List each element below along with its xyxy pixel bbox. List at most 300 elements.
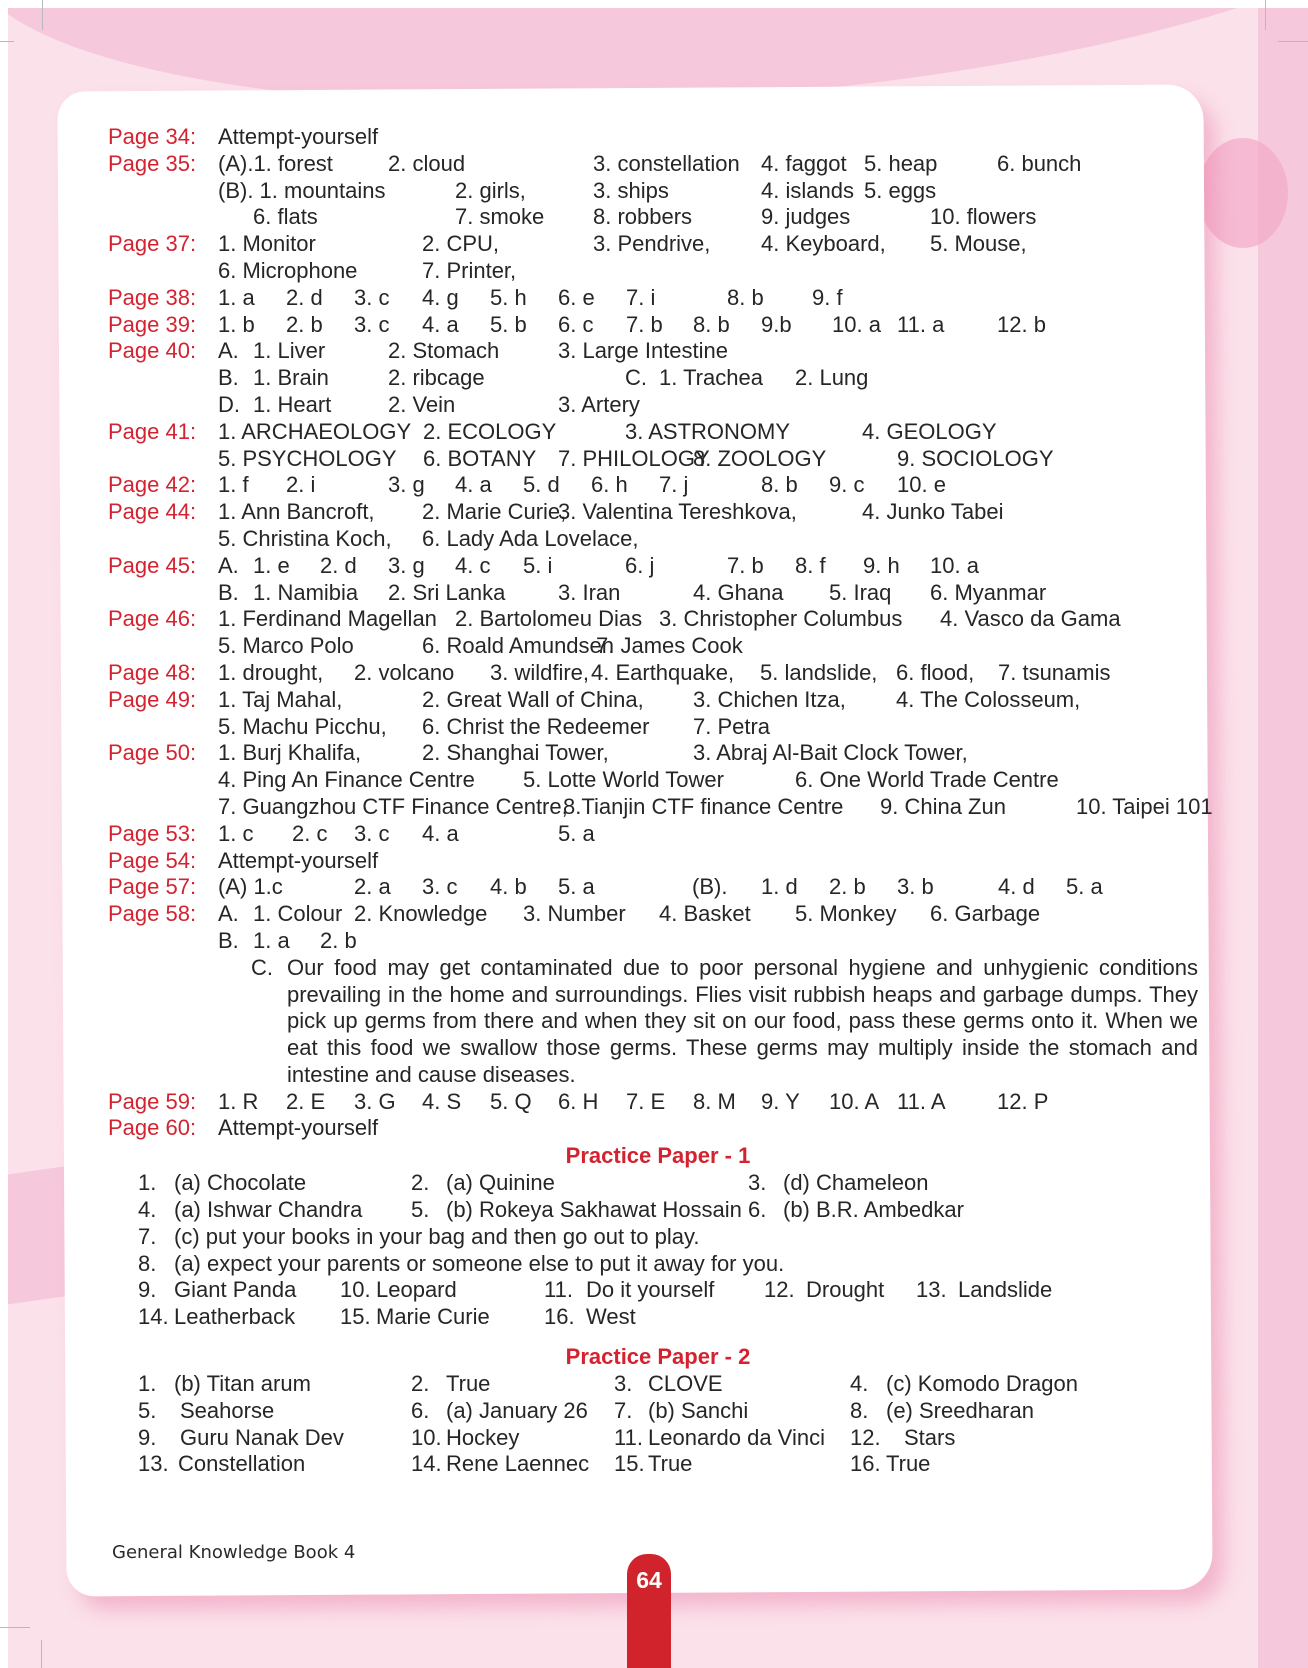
answer-item: 6. h: [591, 472, 628, 498]
answer-cells: [218, 553, 1198, 580]
question-number: 11.: [614, 1424, 643, 1450]
answer-item: 4. faggot: [761, 150, 847, 176]
answer-item: (A).1. forest: [218, 150, 333, 176]
answer-item: 1. Brain: [253, 365, 329, 391]
answer-item: 6. Garbage: [930, 901, 1041, 927]
practice-paper-2: [108, 1371, 1198, 1478]
answer-item: 7. Printer,: [422, 257, 517, 283]
answer-item: 3. Valentina Tereshkova,: [558, 499, 797, 525]
answer-cells: [218, 687, 1198, 714]
practice-row: [108, 1224, 1198, 1251]
page-label: Page 59:: [108, 1088, 197, 1114]
answer-item: 5. heap: [864, 150, 938, 176]
answer-item: 5. eggs: [864, 177, 937, 203]
page-label: Page 34:: [108, 124, 197, 149]
answer-item: 11. A: [897, 1088, 946, 1114]
practice-answer: (a) Ishwar Chandra: [174, 1197, 363, 1223]
answer-cells: [218, 848, 1198, 875]
question-number: 2.: [411, 1371, 430, 1397]
answer-row: [108, 124, 1198, 151]
answer-cells: [218, 928, 1198, 955]
answer-item: 3. ships: [593, 177, 669, 203]
answer-item: 3. g: [388, 472, 425, 498]
page-label: Page 46:: [108, 606, 197, 632]
answer-item: 4. c: [455, 552, 491, 578]
question-number: 7.: [138, 1223, 157, 1249]
page-label: Page 44:: [108, 499, 197, 525]
answer-item: 3. c: [354, 820, 390, 846]
practice-answer: Do it yourself: [586, 1277, 715, 1303]
answer-cells: [218, 580, 1198, 607]
answer-item: 1. d: [761, 874, 798, 900]
answer-paragraph: [251, 955, 1198, 1089]
answer-cells: [218, 526, 1198, 553]
crop-mark: [0, 41, 14, 42]
answer-cells: [218, 660, 1198, 687]
answer-item: 5. b: [490, 311, 527, 337]
answer-item: 1. Liver: [253, 338, 326, 364]
answer-row: [108, 767, 1198, 794]
answer-item: 8. robbers: [593, 204, 693, 230]
answer-row: [108, 526, 1198, 553]
practice-row: [108, 1170, 1198, 1197]
page-label: Page 50:: [108, 740, 197, 766]
answer-item: 4. GEOLOGY: [862, 418, 997, 444]
practice-answer: Leopard: [376, 1277, 457, 1303]
answer-item: 5. PSYCHOLOGY: [218, 445, 397, 471]
answer-item: 8. f: [795, 552, 826, 578]
page-label: Page 41:: [108, 418, 197, 444]
question-number: 13.: [138, 1451, 169, 1477]
practice-answer: (c) put your books in your bag and then go out to play.: [174, 1223, 700, 1249]
question-number: 7.: [614, 1397, 633, 1423]
question-number: 4.: [850, 1371, 869, 1397]
answer-item: 2. a: [354, 874, 391, 900]
answer-item: 7. E: [626, 1088, 666, 1114]
answer-item: 3. c: [422, 874, 458, 900]
answer-item: A.: [218, 338, 239, 364]
answer-item: 7. tsunamis: [998, 659, 1111, 685]
answer-item: 6. Microphone: [218, 257, 358, 283]
answer-item: 5. landslide,: [760, 659, 878, 685]
answer-item: A.: [218, 901, 239, 927]
answer-item: 7. b: [626, 311, 663, 337]
question-number: 15.: [614, 1451, 645, 1477]
page-label: [108, 928, 218, 955]
answer-item: 1. Trachea: [659, 365, 763, 391]
answer-item: 3. c: [354, 284, 390, 310]
answer-item: 2. cloud: [388, 150, 466, 176]
answer-item: 2. girls,: [455, 177, 526, 203]
answer-cells: [218, 767, 1198, 794]
answer-item: 6. bunch: [997, 150, 1082, 176]
question-number: 14.: [411, 1451, 442, 1477]
practice-answer: Giant Panda: [174, 1277, 297, 1303]
answer-item: 4. g: [422, 284, 459, 310]
practice-row: [108, 1451, 1198, 1478]
answer-item: (B).: [692, 874, 728, 900]
page-label: Page 39:: [108, 311, 197, 337]
answer-cells: [218, 472, 1198, 499]
answer-item: 10. flowers: [930, 204, 1037, 230]
answer-item: 3. g: [388, 552, 425, 578]
paragraph-text: Our food may get contaminated due to poor personal hygiene and unhygienic conditions prevailing in the home and surroundings. Flies visit rubbish heaps and garbage dumps. They pick up germs from there and when they sit on our food, pass these germs onto it. When we eat this food we swallow those germs. These germs may multiply inside the stomach and intestine and cause diseases.: [287, 954, 1198, 1087]
answer-item: 1. b: [218, 311, 255, 337]
answer-item: 9.b: [761, 311, 792, 337]
practice-answer: (a) Quinine: [446, 1170, 555, 1196]
answer-row: [108, 338, 1198, 365]
answer-cells: [218, 392, 1198, 419]
practice-cells: [108, 1425, 1198, 1452]
answer-item: 4. a: [422, 820, 459, 846]
answer-item: 4. Vasco da Gama: [940, 606, 1121, 632]
answer-row: [108, 660, 1198, 687]
answer-item: 8. ZOOLOGY: [693, 445, 827, 471]
practice-answer: (b) Sanchi: [648, 1397, 749, 1423]
crop-mark: [42, 0, 43, 30]
practice-answer: Hockey: [446, 1424, 520, 1450]
practice-answer: True: [446, 1371, 491, 1397]
answer-row: [108, 1089, 1198, 1116]
answer-item: 5. d: [523, 472, 560, 498]
question-number: 6.: [748, 1197, 767, 1223]
practice-answer: Leonardo da Vinci: [648, 1424, 825, 1450]
answer-item: 2. i: [286, 472, 316, 498]
answer-cells: [218, 901, 1198, 928]
answer-list: [108, 124, 1213, 1142]
answer-item: 3. Iran: [558, 579, 621, 605]
practice-answer: (a) January 26: [446, 1397, 588, 1423]
page-label: Page 48:: [108, 659, 197, 685]
practice-answer: Leatherback: [174, 1304, 296, 1330]
page-label: [108, 392, 218, 419]
practice-answer: Stars: [904, 1424, 956, 1450]
practice-answer: Seahorse: [180, 1397, 275, 1423]
answer-item: 3. ASTRONOMY: [625, 418, 791, 444]
answer-item: 1. Taj Mahal,: [218, 686, 343, 712]
answer-cells: [218, 178, 1198, 205]
question-number: 10.: [340, 1277, 371, 1303]
answer-item: 2. Knowledge: [354, 901, 488, 927]
answer-row: [108, 633, 1198, 660]
question-number: 14.: [138, 1304, 169, 1330]
answer-item: 3. Chichen Itza,: [693, 686, 846, 712]
question-number: 3.: [614, 1371, 633, 1397]
page-label: Page 38:: [108, 284, 197, 310]
answer-row: [108, 606, 1198, 633]
answer-item: 3. b: [897, 874, 934, 900]
answer-cells: [218, 338, 1198, 365]
practice-row: [108, 1398, 1198, 1425]
paragraph-letter: C.: [251, 954, 273, 980]
answer-item: 9. SOCIOLOGY: [897, 445, 1054, 471]
answer-item: (B). 1. mountains: [218, 177, 386, 203]
practice-answer: West: [586, 1304, 636, 1330]
question-number: 2.: [411, 1170, 430, 1196]
practice-answer: (b) Rokeya Sakhawat Hossain: [446, 1197, 742, 1223]
answer-item: 4. Ping An Finance Centre: [218, 767, 475, 793]
answer-row: [108, 178, 1198, 205]
answer-item: 9. China Zun: [880, 793, 1006, 819]
answer-item: 3. Abraj Al-Bait Clock Tower,: [693, 740, 968, 766]
answer-row: [108, 901, 1198, 928]
answer-row: [108, 499, 1198, 526]
answer-item: 7. j: [659, 472, 689, 498]
page-label: Page 42:: [108, 472, 197, 498]
answer-item: 2. c: [292, 820, 328, 846]
answer-item: 4. d: [998, 874, 1035, 900]
question-number: 1.: [138, 1170, 157, 1196]
answer-row: [108, 580, 1198, 607]
practice-paper-1-title: Practice Paper - 1: [565, 1143, 751, 1169]
answer-row: [108, 553, 1198, 580]
answer-item: 10. e: [897, 472, 946, 498]
crop-mark: [1265, 0, 1266, 30]
page-label: [108, 714, 218, 741]
answer-item: 1. f: [218, 472, 249, 498]
answer-item: 6. c: [558, 311, 594, 337]
answer-item: 1. drought,: [218, 659, 324, 685]
page-label: Page 49:: [108, 686, 197, 712]
answer-row: [108, 472, 1198, 499]
answer-item: 9. judges: [761, 204, 851, 230]
answer-paragraph-row: [108, 955, 1198, 1089]
answer-item: 3. constellation: [593, 150, 740, 176]
answer-item: 6. Myanmar: [930, 579, 1047, 605]
page-number: 64: [636, 1567, 662, 1593]
answer-row: [108, 446, 1198, 473]
answer-item: 2. b: [829, 874, 866, 900]
answer-item: 4. Earthquake,: [591, 659, 735, 685]
answer-item: 5. a: [1066, 874, 1103, 900]
answer-cells: [218, 365, 1198, 392]
page-label: Page 57:: [108, 874, 197, 900]
answer-item: 5. Lotte World Tower: [523, 767, 724, 793]
answer-item: 4. The Colosseum,: [896, 686, 1081, 712]
answer-item: B.: [218, 927, 239, 953]
answer-item: 1. a: [218, 284, 255, 310]
answer-item: 7. PHILOLOGY: [558, 445, 710, 471]
practice-row: [108, 1304, 1198, 1331]
answer-item: 8. b: [727, 284, 764, 310]
answer-item: 5. Machu Picchu,: [218, 713, 387, 739]
practice-answer: (b) Titan arum: [174, 1371, 311, 1397]
answer-item: 1. ARCHAEOLOGY: [218, 418, 412, 444]
answer-item: 4. Keyboard,: [761, 231, 886, 257]
practice-answer: CLOVE: [648, 1371, 723, 1397]
answer-item: 1. Heart: [253, 391, 332, 417]
answer-item: 5. Monkey: [795, 901, 897, 927]
answer-item: 2. b: [320, 927, 357, 953]
answer-item: 11. a: [897, 311, 945, 337]
answer-cells: [218, 740, 1198, 767]
answer-cells: [218, 204, 1198, 231]
answer-item: 3. Artery: [558, 391, 640, 417]
page-label: [108, 794, 218, 821]
answer-item: 2. d: [286, 284, 323, 310]
answer-item: 9. f: [812, 284, 843, 310]
decorative-strip: [1258, 8, 1308, 1668]
answer-cells: [218, 821, 1198, 848]
answer-item: 6. H: [558, 1088, 599, 1114]
answer-item: 4. Basket: [659, 901, 751, 927]
answer-cells: [218, 714, 1198, 741]
practice-answer: (a) expect your parents or someone else to put it away for you.: [174, 1250, 785, 1276]
answer-row: [108, 848, 1198, 875]
answer-item: 7. b: [727, 552, 764, 578]
page-label: [108, 526, 218, 553]
book-title: General Knowledge Book 4: [112, 1542, 356, 1563]
answer-item: 1. Colour: [253, 901, 343, 927]
practice-answer: (c) Komodo Dragon: [886, 1371, 1078, 1397]
page-number-tab: [627, 1554, 671, 1668]
answer-item: 1. a: [253, 927, 290, 953]
page-label: Page 37:: [108, 231, 197, 257]
answer-item: 5. Iraq: [829, 579, 892, 605]
page-label: [108, 580, 218, 607]
answer-item: 4. a: [455, 472, 492, 498]
page-label: [108, 633, 218, 660]
question-number: 3.: [748, 1170, 767, 1196]
answer-item: 6. j: [625, 552, 655, 578]
answer-item: Attempt-yourself: [218, 1115, 379, 1141]
practice-answer: Landslide: [958, 1277, 1053, 1303]
page-label: Page 40:: [108, 338, 197, 364]
answer-item: 6. Lady Ada Lovelace,: [422, 525, 639, 551]
answer-item: (A) 1.c: [218, 874, 283, 900]
answer-cells: [218, 231, 1198, 258]
answer-item: 6. BOTANY: [423, 445, 537, 471]
answer-item: 2. ribcage: [388, 365, 485, 391]
answer-row: [108, 740, 1198, 767]
practice-answer: Marie Curie: [376, 1304, 490, 1330]
answer-item: 6. e: [558, 284, 595, 310]
question-number: 10.: [411, 1424, 442, 1450]
practice-row: [108, 1251, 1198, 1278]
practice-row: [108, 1425, 1198, 1452]
crop-mark: [41, 1640, 42, 1668]
question-number: 8.: [138, 1250, 157, 1276]
answer-row: [108, 365, 1198, 392]
answer-item: 1. e: [253, 552, 290, 578]
answer-item: B.: [218, 579, 239, 605]
practice-answer: True: [648, 1451, 693, 1477]
answer-item: 5. Marco Polo: [218, 633, 354, 659]
answer-row: [108, 419, 1198, 446]
answer-item: 2. Lung: [795, 365, 869, 391]
answer-cells: [218, 874, 1198, 901]
answer-item: 12. P: [997, 1088, 1049, 1114]
answer-row: [108, 1115, 1198, 1142]
answer-cells: [218, 1089, 1198, 1116]
answer-row: [108, 258, 1198, 285]
answer-item: 5. i: [523, 552, 553, 578]
practice-cells: [108, 1451, 1198, 1478]
practice-cells: [108, 1251, 1198, 1278]
answer-item: 4. Ghana: [693, 579, 784, 605]
answer-item: 1. Ferdinand Magellan: [218, 606, 437, 632]
answer-row: [108, 714, 1198, 741]
practice-answer: Constellation: [178, 1451, 306, 1477]
answer-item: 1. Ann Bancroft,: [218, 499, 375, 525]
answer-item: 6. flood,: [896, 659, 975, 685]
answer-row: [108, 231, 1198, 258]
question-number: 12.: [850, 1424, 881, 1450]
page-label: Page 45:: [108, 552, 197, 578]
answer-item: Attempt-yourself: [218, 124, 379, 149]
answer-cells: [218, 151, 1198, 178]
page-label: Page 60:: [108, 1115, 197, 1141]
answer-item: 5. Mouse,: [930, 231, 1027, 257]
page-label: [108, 446, 218, 473]
answer-item: 1. c: [218, 820, 254, 846]
answer-item: 2. Shanghai Tower,: [422, 740, 609, 766]
answer-item: C.: [625, 365, 647, 391]
answer-item: 5. Christina Koch,: [218, 525, 392, 551]
practice-cells: [108, 1224, 1198, 1251]
page-label: [108, 178, 218, 205]
answer-row: [108, 392, 1198, 419]
answer-item: 9. h: [863, 552, 900, 578]
answer-item: 2. d: [320, 552, 357, 578]
answer-item: 3. Pendrive,: [593, 231, 711, 257]
question-number: 1.: [138, 1371, 157, 1397]
practice-answer: Drought: [806, 1277, 885, 1303]
question-number: 9.: [138, 1277, 157, 1303]
answer-cells: [218, 419, 1198, 446]
answer-item: 3. Large Intestine: [558, 338, 729, 364]
answer-item: 2. Sri Lanka: [388, 579, 506, 605]
answer-row: [108, 285, 1198, 312]
answer-cells: [218, 793, 1213, 821]
page-label: [108, 258, 218, 285]
answer-row: [108, 151, 1198, 178]
answer-item: 1. Namibia: [253, 579, 359, 605]
question-number: 6.: [411, 1397, 430, 1423]
answer-item: 3. Number: [523, 901, 626, 927]
practice-cells: [108, 1371, 1198, 1398]
answer-cells: [218, 124, 1198, 151]
practice-answer: Rene Laennec: [446, 1451, 590, 1477]
answer-cells: [218, 606, 1198, 633]
answer-item: 2. Marie Curie,: [422, 499, 567, 525]
answer-item: 4. S: [422, 1088, 462, 1114]
practice-answer: (d) Chameleon: [783, 1170, 929, 1196]
practice-answer: (e) Sreedharan: [886, 1397, 1034, 1423]
answer-item: 2. Vein: [388, 391, 456, 417]
question-number: 16.: [850, 1451, 881, 1477]
answer-row: [108, 874, 1198, 901]
answer-item: 5. Q: [490, 1088, 532, 1114]
practice-paper-2-title: Practice Paper - 2: [565, 1344, 751, 1370]
answer-item: 7. i: [626, 284, 656, 310]
practice-answer: Guru Nanak Dev: [180, 1424, 344, 1450]
question-number: 8.: [850, 1397, 869, 1423]
page-label: [108, 365, 218, 392]
answer-item: 8. b: [761, 472, 798, 498]
answer-item: 5. a: [558, 874, 595, 900]
answer-item: 2. volcano: [354, 659, 455, 685]
answer-item: 3. wildfire,: [490, 659, 590, 685]
practice-cells: [108, 1197, 1198, 1224]
answer-item: 6. One World Trade Centre: [795, 767, 1059, 793]
answer-item: 1. Monitor: [218, 231, 316, 257]
answer-item: 2. Stomach: [388, 338, 500, 364]
answer-item: 7. Guangzhou CTF Finance Centre,: [218, 793, 568, 819]
practice-answer: True: [886, 1451, 931, 1477]
practice-cells: [108, 1398, 1198, 1425]
answer-item: 6. Christ the Redeemer: [422, 713, 650, 739]
